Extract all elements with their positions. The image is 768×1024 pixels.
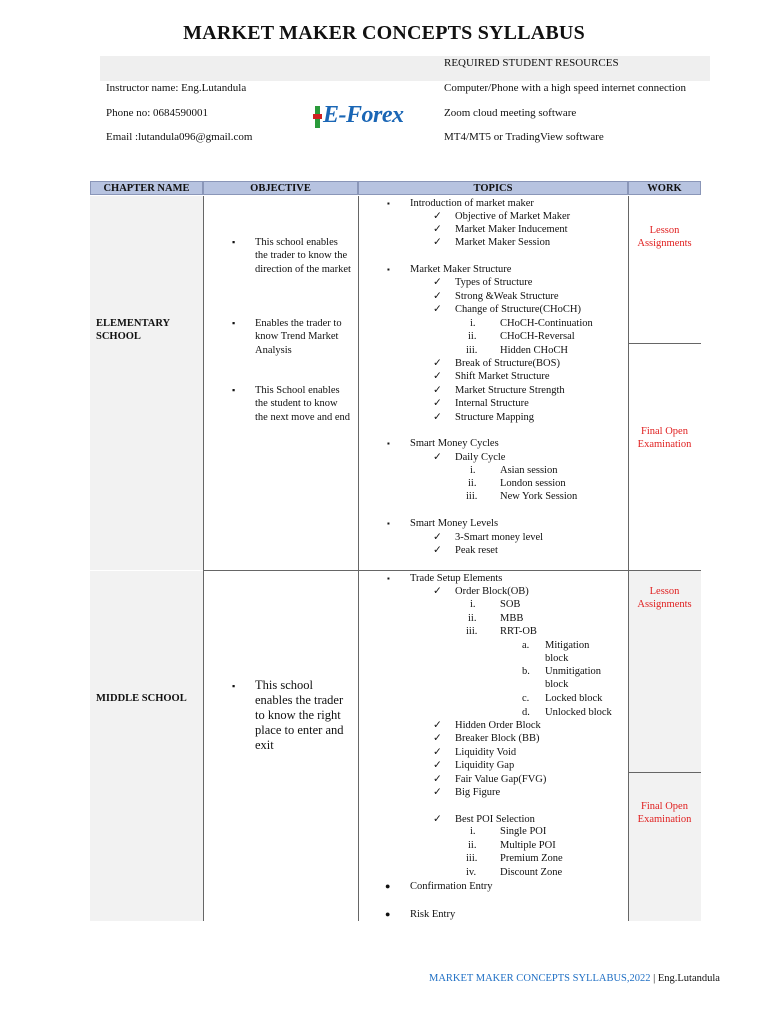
topic-subsubitem: Asian session [500, 465, 558, 476]
work-lesson-assignments: Lesson Assignments [637, 225, 692, 250]
check-icon: ✓ [433, 211, 442, 222]
topic-subitem: Fair Value Gap(FVG) [455, 774, 547, 785]
topic-item: Smart Money Levels [410, 518, 499, 529]
topic-subitem: Peak reset [455, 545, 498, 556]
grid-line [628, 343, 701, 344]
check-icon: ✓ [433, 358, 442, 369]
topic-subsubitem: RRT-OB [500, 626, 537, 637]
topic-subitem: Shift Market Structure [455, 371, 550, 382]
topic-subsubitem: Hidden CHoCH [500, 345, 568, 356]
dot-bullet-icon: ● [385, 909, 391, 919]
topic-subsubitem: Single POI [500, 826, 547, 837]
check-icon: ✓ [433, 814, 442, 825]
bullet-icon: ▪ [387, 519, 390, 528]
chapter-elementary-school: ELEMENTARY SCHOOL [96, 318, 170, 343]
topic-subitem: Market Maker Session [455, 237, 551, 248]
bullet-icon: ▪ [387, 265, 390, 274]
e-forex-logo [313, 102, 413, 130]
dot-bullet-icon: ● [385, 881, 391, 891]
check-icon: ✓ [433, 291, 442, 302]
logo-text: E-Forex [323, 102, 404, 128]
grid-line [203, 570, 701, 571]
roman-numeral: ii. [468, 331, 477, 342]
work-final-open-examination: Final Open Examination [637, 426, 692, 451]
topic-subitem: Daily Cycle [455, 452, 506, 463]
check-icon: ✓ [433, 586, 442, 597]
logo-mark-icon [313, 114, 322, 119]
check-icon: ✓ [433, 452, 442, 463]
objective-text: This school enables the trader to know the direction of the market [255, 237, 351, 275]
work-final-open-examination: Final Open Examination [637, 801, 692, 826]
resources-heading: REQUIRED STUDENT RESOURCES [444, 57, 619, 69]
resource-item: Zoom cloud meeting software [444, 107, 577, 119]
topic-subitem: Liquidity Void [455, 747, 517, 758]
instructor-phone: Phone no: 0684590001 [106, 107, 209, 119]
roman-numeral: i. [470, 465, 476, 476]
check-icon: ✓ [433, 277, 442, 288]
page-title: MARKET MAKER CONCEPTS SYLLABUS [183, 22, 585, 44]
check-icon: ✓ [433, 545, 442, 556]
bullet-icon: ▪ [387, 439, 390, 448]
chapter-cell-bg [90, 571, 203, 921]
topic-subitem: Structure Mapping [455, 412, 535, 423]
alpha-marker: b. [522, 666, 530, 677]
check-icon: ✓ [433, 733, 442, 744]
check-icon: ✓ [433, 385, 442, 396]
topic-subitem: Liquidity Gap [455, 760, 515, 771]
roman-numeral: i. [470, 318, 476, 329]
check-icon: ✓ [433, 774, 442, 785]
topic-subitem: 3-Smart money level [455, 532, 544, 543]
footer-title: MARKET MAKER CONCEPTS SYLLABUS,2022 [429, 973, 651, 984]
topic-item: Risk Entry [410, 909, 456, 920]
grid-line [203, 196, 204, 921]
check-icon: ✓ [433, 747, 442, 758]
column-header-topics: TOPICS [358, 181, 628, 195]
work-lesson-assignments: Lesson Assignments [637, 586, 692, 611]
grid-line [628, 772, 701, 773]
check-icon: ✓ [433, 224, 442, 235]
footer-separator: | [653, 973, 656, 984]
chapter-cell-bg [90, 196, 203, 570]
bullet-icon: ▪ [387, 574, 390, 583]
topic-item: Confirmation Entry [410, 881, 493, 892]
roman-numeral: iii. [466, 626, 478, 637]
topic-subsubitem: London session [500, 478, 566, 489]
topic-subitem: Market Maker Inducement [455, 224, 568, 235]
roman-numeral: ii. [468, 840, 477, 851]
check-icon: ✓ [433, 720, 442, 731]
topic-subitem: Hidden Order Block [455, 720, 541, 731]
column-header-chapter: CHAPTER NAME [90, 181, 203, 195]
roman-numeral: iii. [466, 345, 478, 356]
alpha-marker: c. [522, 693, 530, 704]
topic-subitem: Change of Structure(CHoCH) [455, 304, 581, 315]
check-icon: ✓ [433, 304, 442, 315]
topic-subsubitem: CHoCH-Continuation [500, 318, 593, 329]
footer [429, 973, 720, 984]
topic-item: Introduction of market maker [410, 198, 534, 209]
topic-subsubsubitem: Unlocked block [545, 707, 612, 718]
chapter-middle-school: MIDDLE SCHOOL [96, 693, 187, 704]
topic-subsubsubitem: Locked block [545, 693, 603, 704]
topic-subsubitem: MBB [500, 613, 524, 624]
topic-subsubitem: SOB [500, 599, 521, 610]
topic-subsubitem: Discount Zone [500, 867, 563, 878]
check-icon: ✓ [433, 760, 442, 771]
topic-subitem: Strong &Weak Structure [455, 291, 559, 302]
topic-subitem: Market Structure Strength [455, 385, 565, 396]
resource-item: Computer/Phone with a high speed internet connection [444, 82, 686, 94]
grid-line [628, 196, 629, 921]
roman-numeral: ii. [468, 478, 477, 489]
roman-numeral: iii. [466, 491, 478, 502]
bullet-icon: ▪ [387, 199, 390, 208]
check-icon: ✓ [433, 371, 442, 382]
topic-subitem: Break of Structure(BOS) [455, 358, 560, 369]
topic-subitem: Types of Structure [455, 277, 533, 288]
check-icon: ✓ [433, 787, 442, 798]
topic-subsubsubitem: Unmitigation block [545, 666, 601, 691]
topic-subitem: Objective of Market Maker [455, 211, 571, 222]
check-icon: ✓ [433, 532, 442, 543]
topic-subsubitem: Multiple POI [500, 840, 556, 851]
alpha-marker: a. [522, 640, 530, 651]
topic-item: Market Maker Structure [410, 264, 512, 275]
grid-line [358, 196, 359, 921]
resource-item: MT4/MT5 or TradingView software [444, 131, 604, 143]
roman-numeral: iii. [466, 853, 478, 864]
topic-subitem: Big Figure [455, 787, 501, 798]
topic-subsubitem: New York Session [500, 491, 578, 502]
topic-item: Trade Setup Elements [410, 573, 503, 584]
objective-text: Enables the trader to know Trend Market Analysis [255, 318, 342, 356]
instructor-email[interactable]: Email :lutandula096@gmail.com [106, 131, 253, 143]
roman-numeral: ii. [468, 613, 477, 624]
topic-subsubsubitem: Mitigation block [545, 640, 590, 665]
roman-numeral: iv. [466, 867, 477, 878]
column-header-work: WORK [628, 181, 701, 195]
objective-text: This school enables the trader to know the right place to enter and exit [255, 678, 344, 752]
topic-subsubitem: CHoCH-Reversal [500, 331, 575, 342]
topic-subitem: Best POI Selection [455, 814, 535, 825]
check-icon: ✓ [433, 237, 442, 248]
topic-subsubitem: Premium Zone [500, 853, 563, 864]
check-icon: ✓ [433, 412, 442, 423]
work-cell-bg [628, 571, 701, 921]
instructor-name: Instructor name: Eng.Lutandula [106, 82, 247, 94]
objective-text: This School enables the student to know the next move and end [255, 385, 351, 423]
footer-author: Eng.Lutandula [657, 973, 720, 984]
topic-subitem: Breaker Block (BB) [455, 733, 540, 744]
topic-subitem: Internal Structure [455, 398, 529, 409]
topic-item: Smart Money Cycles [410, 438, 499, 449]
alpha-marker: d. [522, 707, 530, 718]
column-header-objective: OBJECTIVE [203, 181, 358, 195]
check-icon: ✓ [433, 398, 442, 409]
roman-numeral: i. [470, 826, 476, 837]
roman-numeral: i. [470, 599, 476, 610]
topic-subitem: Order Block(OB) [455, 586, 529, 597]
